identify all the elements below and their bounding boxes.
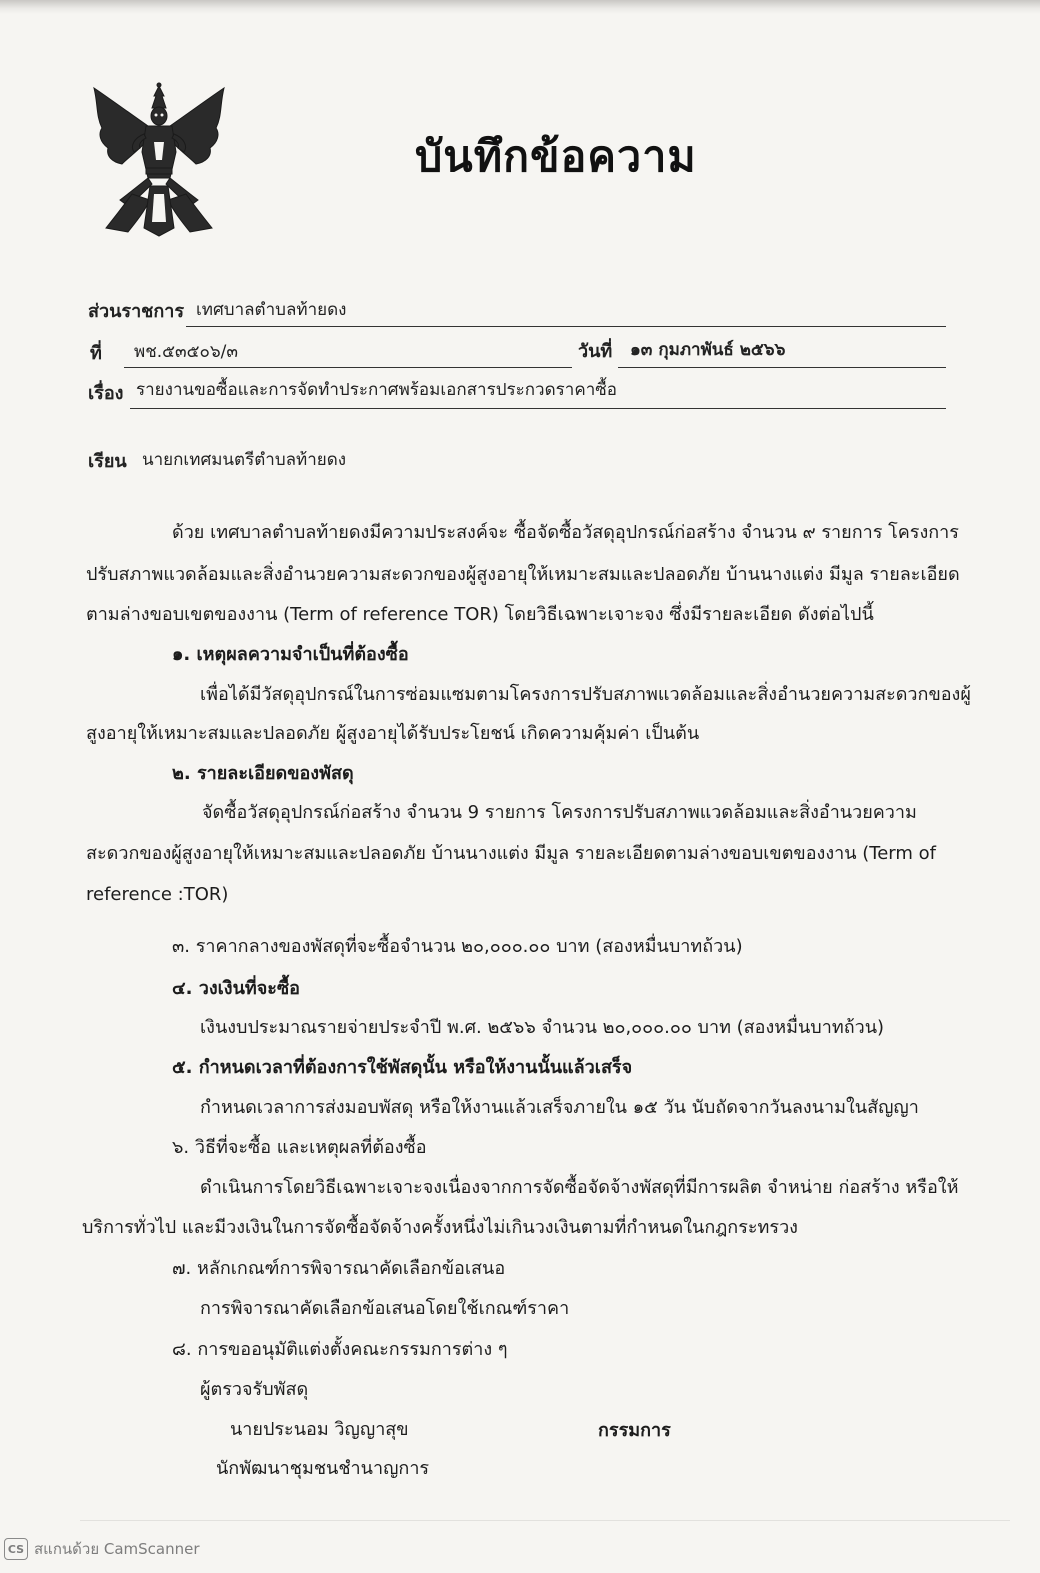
subject-label: เรื่อง [88,383,124,404]
section-3-heading: ๓. ราคากลางของพัสดุที่จะซื้อจำนวน ๒๐,๐๐๐.๐๐ บาท (สองหมื่นบาทถ้วน) [172,936,743,957]
section-1-heading: ๑. เหตุผลความจำเป็นที่ต้องซื้อ [172,644,409,665]
subject-underline [130,408,946,409]
agency-underline [186,326,946,327]
camscanner-text: สแกนด้วย CamScanner [34,1540,200,1558]
scan-bottom-edge [80,1520,1010,1521]
intro-line-3: ตามล่างขอบเขตของงาน (Term of reference TOR) โดยวิธีเฉพาะเจาะจง ซึ่งมีรายละเอียด ดังต่อไปนี้ [86,604,874,625]
date-value: ๑๓ กุมภาพันธ์ ๒๕๖๖ [630,340,786,360]
ref-value: พช.๕๓๕๐๖/๓ [134,342,239,362]
section-7-heading: ๗. หลักเกณฑ์การพิจารณาคัดเลือกข้อเสนอ [172,1258,506,1279]
section-6-heading: ๖. วิธีที่จะซื้อ และเหตุผลที่ต้องซื้อ [172,1137,427,1158]
section-2-line-3: reference :TOR) [86,884,229,905]
intro-line-2: ปรับสภาพแวดล้อมและสิ่งอำนวยความสะดวกของผู้สูงอายุให้เหมาะสมและปลอดภัย บ้านนางแต่ง มีมูล รายละเอียด [86,564,960,585]
inspector-position: นักพัฒนาชุมชนชำนาญการ [216,1458,430,1479]
ref-label: ที่ [90,343,102,364]
section-2-heading: ๒. รายละเอียดของพัสดุ [172,763,354,784]
section-2-line-1: จัดซื้อวัสดุอุปกรณ์ก่อสร้าง จำนวน 9 รายการ โครงการปรับสภาพแวดล้อมและสิ่งอำนวยความ [202,802,917,823]
section-8-heading: ๘. การขออนุมัติแต่งตั้งคณะกรรมการต่าง ๆ [172,1339,508,1360]
ref-underline [124,367,572,368]
section-2-line-2: สะดวกของผู้สูงอายุให้เหมาะสมและปลอดภัย บ้านนางแต่ง มีมูล รายละเอียดตามล่างขอบเขตของงาน (Term of [86,843,936,864]
section-7-line-1: การพิจารณาคัดเลือกข้อเสนอโดยใช้เกณฑ์ราคา [200,1298,570,1319]
section-6-line-2: บริการทั่วไป และมีวงเงินในการจัดซื้อจัดจ้างครั้งหนึ่งไม่เกินวงเงินตามที่กำหนดในกฎกระทรวง [82,1217,798,1238]
camscanner-logo-icon: CS [4,1538,28,1560]
inspector-heading: ผู้ตรวจรับพัสดุ [200,1379,309,1400]
section-6-line-1: ดำเนินการโดยวิธีเฉพาะเจาะจงเนื่องจากการจัดซื้อจัดจ้างพัสดุที่มีการผลิต จำหน่าย ก่อสร้าง หรือให้ [200,1177,959,1198]
section-4-line-1: เงินงบประมาณรายจ่ายประจำปี พ.ศ. ๒๕๖๖ จำนวน ๒๐,๐๐๐.๐๐ บาท (สองหมื่นบาทถ้วน) [200,1017,885,1038]
section-1-line-2: สูงอายุให้เหมาะสมและปลอดภัย ผู้สูงอายุได้รับประโยชน์ เกิดความคุ้มค่า เป็นต้น [86,723,700,744]
section-5-line-1: กำหนดเวลาการส่งมอบพัสดุ หรือให้งานแล้วเสร็จภายใน ๑๕ วัน นับถัดจากวันลงนามในสัญญา [200,1097,919,1118]
date-label: วันที่ [578,341,613,362]
subject-value: รายงานขอซื้อและการจัดทำประกาศพร้อมเอกสารประกวดราคาซื้อ [136,380,617,400]
section-5-heading: ๕. กำหนดเวลาที่ต้องการใช้พัสดุนั้น หรือให้งานนั้นแล้วเสร็จ [172,1057,633,1078]
inspector-name: นายประนอม วิญญาสุข [230,1419,409,1440]
scan-top-edge [0,0,1040,14]
agency-label: ส่วนราชการ [88,301,185,322]
to-label: เรียน [88,451,127,472]
garuda-emblem-icon [88,82,230,240]
section-4-heading: ๔. วงเงินที่จะซื้อ [172,978,300,999]
inspector-role: กรรมการ [598,1420,671,1441]
memo-title: บันทึกข้อความ [415,132,697,182]
agency-value: เทศบาลตำบลท้ายดง [196,300,347,320]
section-1-line-1: เพื่อได้มีวัสดุอุปกรณ์ในการซ่อมแซมตามโครงการปรับสภาพแวดล้อมและสิ่งอำนวยความสะดวกของผู้ [200,684,971,705]
camscanner-footer [4,1537,200,1561]
date-underline [618,367,946,368]
to-value: นายกเทศมนตรีตำบลท้ายดง [142,450,347,470]
intro-line-1: ด้วย เทศบาลตำบลท้ายดงมีความประสงค์จะ ซื้อจัดซื้อวัสดุอุปกรณ์ก่อสร้าง จำนวน ๙ รายการ โครงการ [172,522,959,543]
